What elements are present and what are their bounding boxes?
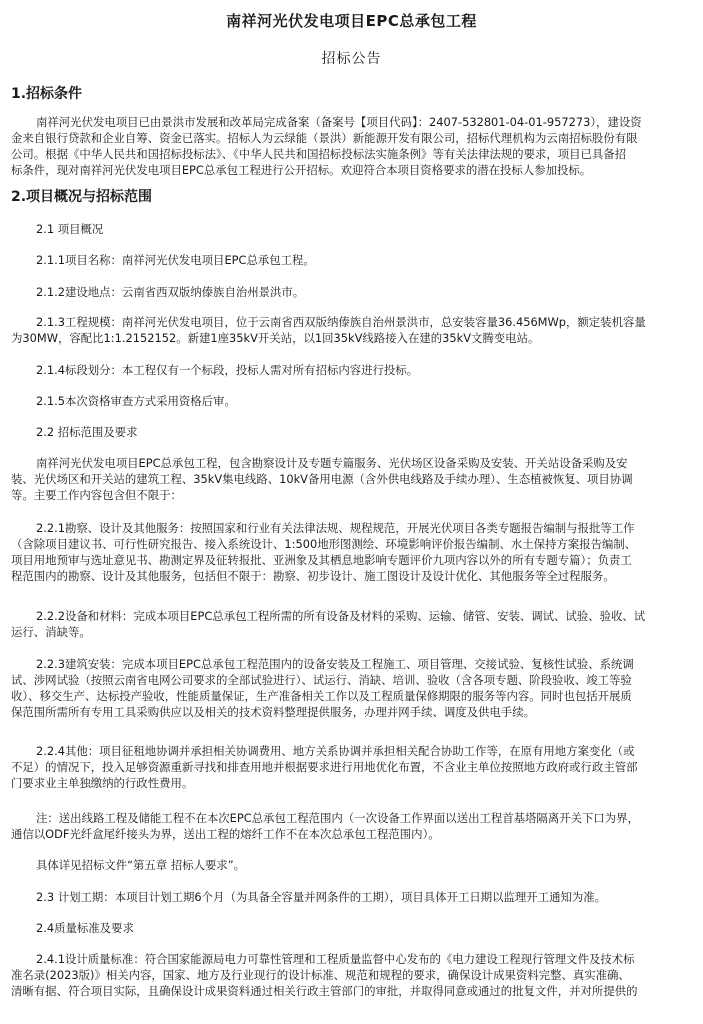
item-2-2-2: 2.2.2设备和材料：完成本项目EPC总承包工程所需的所有设备及材料的采购、运输、储管、安装、调试、试验、验收、试 运行、消缺等。 xyxy=(11,609,646,639)
subsection-2-1: 2.1 项目概况 xyxy=(36,222,104,236)
section-heading-1: 1.招标条件 xyxy=(11,86,83,102)
paragraph-bidding-conditions: 南祥河光伏发电项目已由景洪市发展和改革局完成备案（备案号【项目代码】：2407-532801-04-01-957273），建设资 金来自银行贷款和企业自筹、资金已落实。招标人为云绿能（景洪）新能源开发有限公司，招标代理机构为云南招标股份有限 公司。根据《中华人民共和国招标投标法》、《中华人民共和国招标投标法实施条例》等有关法律法规的要求，项目已具备招 标条件，现对南祥河光伏发电项目EPC总承包工程进行公开招标。欢迎符合本项目资格要求的潜在投标人参加投标。 xyxy=(11,115,642,177)
item-2-1-3: 2.1.3工程规模：南祥河光伏发电项目，位于云南省西双版纳傣族自治州景洪市，总安装容量36.456MWp，额定装机容量 为30MW，容配比1:1.2152152。新建1座35kV开关站，以1回35kV线路接入在建的35kV文腾变电站。 xyxy=(11,315,646,345)
item-2-1-4: 2.1.4标段划分：本工程仅有一个标段，投标人需对所有招标内容进行投标。 xyxy=(36,363,419,377)
item-2-4-1: 2.4.1设计质量标准：符合国家能源局电力可靠性管理和工程质量监督中心发布的《电力建设工程现行管理文件及技术标 准名录(2023版)》相关内容，国家、地方及行业现行的设计标准、规范和规程的要求，确保设计成果资料完整、真实准确、 清晰有据、符合项目实际，且确保设计成果资料通过相关行政主管部门的审批，并取得同意或通过的批复文件，并对所提供的 xyxy=(11,952,638,998)
subsection-2-2: 2.2 招标范围及要求 xyxy=(36,425,138,439)
document-title: 南祥河光伏发电项目EPC总承包工程 xyxy=(226,12,477,30)
detail-reference: 具体详见招标文件“第五章 招标人要求”。 xyxy=(36,858,246,872)
subsection-2-4: 2.4质量标准及要求 xyxy=(36,921,134,935)
item-2-2-1: 2.2.1勘察、设计及其他服务：按照国家和行业有关法律法规、规程规范，开展光伏项目各类专题报告编制与报批等工作 （含除项目建议书、可行性研究报告、接入系统设计、1:500地形图测绘、环境影响评价报告编制、水土保持方案报告编制、 项目用地预审与选址意见书、勘测定界及征转报批、亚洲象及其栖息地影响专题评价九项内容以外的所有专题专篇）；负责工 程范围内的勘察、设计及其他服务，包括但不限于：勘察、初步设计、施工图设计及设计优化、其他服务等全过程服务。 xyxy=(11,521,637,583)
section-heading-2: 2.项目概况与招标范围 xyxy=(11,189,153,205)
subsection-2-3: 2.3 计划工期：本项目计划工期6个月（为具备全容量并网条件的工期），项目具体开工日期以监理开工通知为准。 xyxy=(36,890,607,904)
item-2-1-2: 2.1.2建设地点：云南省西双版纳傣族自治州景洪市。 xyxy=(36,285,305,299)
note-paragraph: 注：送出线路工程及储能工程不在本次EPC总承包工程范围内（一次设备工作界面以送出工程首基塔隔离开关下口为界， 通信以ODF光纤盒尾纤接头为界，送出工程的熔纤工作不在本次总承包工程范围内）。 xyxy=(11,811,639,841)
paragraph-scope-intro: 南祥河光伏发电项目EPC总承包工程，包含勘察设计及专题专篇服务、光伏场区设备采购及安装、开关站设备采购及安 装、光伏场区和开关站的建筑工程、35kV集电线路、10kV备用电源（含外供电线路及手续办理）、生态植被恢复、项目协调 等。主要工作内容包含但不限于： xyxy=(11,456,633,502)
document-subtitle: 招标公告 xyxy=(321,51,382,67)
item-2-2-3: 2.2.3建筑安装：完成本项目EPC总承包工程范围内的设备安装及工程施工、项目管理、交接试验、复核性试验、系统调 试、涉网试验（按照云南省电网公司要求的全部试验进行）、试运行、消缺、培训、验收（含各项专题、阶段验收、竣工等验 收）、移交生产、达标投产验收，性能质量保证，生产准备相关工作以及工程质量保修期限的服务等内容。同时也包括开展质 保范围所需所有专用工具采购供应以及相关的技术资料整理提供服务，办理并网手续、调度及供电手续。 xyxy=(11,657,634,719)
item-2-2-4: 2.2.4其他：项目征租地协调并承担相关协调费用、地方关系协调并承担相关配合协助工作等，在原有用地方案变化（或 不足）的情况下，投入足够资源重新寻找和排查用地并根据要求进行用地优化布置，不含业主单位按照地方政府或行政主管部 门要求业主单独缴纳的行政性费用。 xyxy=(11,744,638,790)
item-2-1-1: 2.1.1项目名称：南祥河光伏发电项目EPC总承包工程。 xyxy=(36,253,315,267)
item-2-1-5: 2.1.5本次资格审查方式采用资格后审。 xyxy=(36,394,236,408)
